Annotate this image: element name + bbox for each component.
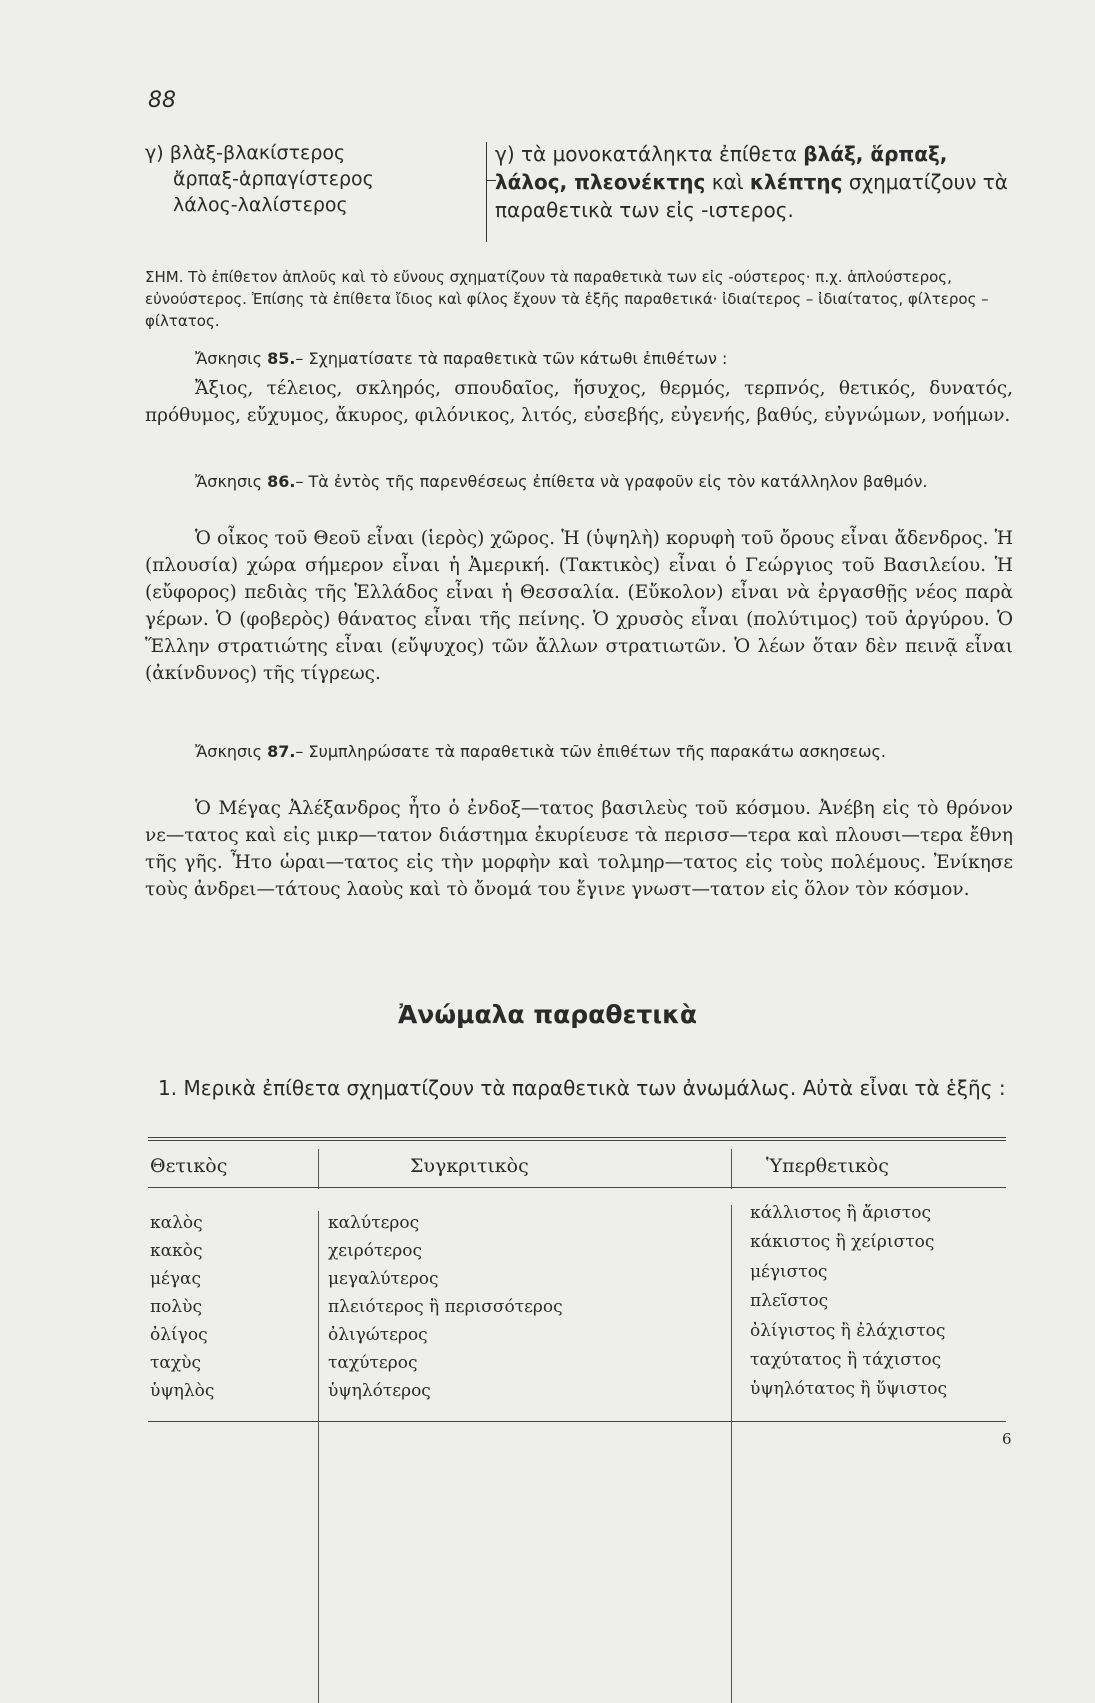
cell-superlative: μέγιστος: [750, 1262, 828, 1282]
table-divider: [318, 1211, 319, 1703]
exercise-86-body: Ὁ οἶκος τοῦ Θεοῦ εἶναι (ἱερὸς) χῶρος. Ἡ (ὑψηλὴ) κορυφὴ τοῦ ὄρους εἶναι ἄδενδρος. Ἡ (πλουσία) χώρα σήμερον εἶναι ἡ Ἀμερική. (Τακτικὸς) εἶναι ὁ Γεώργιος τοῦ Βασιλείου. Ἡ (εὔφορος) πεδιὰς τῆς Ἑλλάδος εἶναι ἡ Θεσσαλία. (Εὔκολον) εἶναι νὰ ἐργασθῇς νέος παρὰ γέρων. Ὁ (φοβερὸς) θάνατος εἶναι τῆς πείνης. Ὁ χρυσὸς εἶναι (πολύτιμος) τοῦ ἀργύρου. Ὁ Ἕλλην στρατιώτης εἶναι (εὔψυχος) τῶν ἄλλων στρατιωτῶν. Ὁ λέων ὅταν δὲν πεινᾷ εἶναι (ἀκίνδυνος) τῆς τίγρεως.: [145, 528, 1013, 684]
cell-superlative: πλεῖστος: [750, 1291, 829, 1311]
cell-positive: μέγας: [150, 1269, 202, 1289]
lead-example-line: ἄρπαξ-ἁρπαγίστερος: [173, 168, 374, 190]
table-top-rule: [148, 1137, 1006, 1138]
page-number: 88: [148, 88, 176, 113]
table-top-rule-2: [148, 1140, 1006, 1141]
exercise-86-heading: Ἄσκησις 86.– Τὰ ἐντὸς τῆς παρενθέσεως ἐπίθετα νὰ γραφοῦν εἰς τὸν κατάλληλον βαθμόν.: [195, 472, 928, 491]
header-superlative: Ὑπερθετικὸς: [766, 1155, 889, 1177]
cell-comparative: καλύτερος: [328, 1213, 420, 1233]
header-positive: Θετικὸς: [150, 1155, 228, 1177]
cell-positive: ὀλίγος: [150, 1325, 208, 1345]
header-comparative: Συγκριτικὸς: [410, 1155, 529, 1177]
cell-positive: καλὸς: [150, 1213, 203, 1233]
cell-superlative: κάκιστος ἢ χείριστος: [750, 1232, 935, 1252]
note-paragraph: ΣΗΜ. Τὸ ἐπίθετον ἁπλοῦς καὶ τὸ εὔνους σχηματίζουν τὰ παραθετικὰ των εἰς -ούστερος· π.χ. ἁπλούστερος, εὐνούστερος. Ἐπίσης τὰ ἐπίθετα ἴδιος καὶ φίλος ἔχουν τὰ ἑξῆς παραθετικά· ἰδιαίτερος – ἰδιαίτατος, φίλτερος – φίλτατος.: [145, 268, 989, 330]
cell-comparative: ὀλιγώτερος: [328, 1325, 428, 1345]
cell-superlative: ὀλίγιστος ἢ ἐλάχιστος: [750, 1321, 946, 1341]
intro-paragraph: 1. Μερικὰ ἐπίθετα σχηματίζουν τὰ παραθετικὰ των ἀνωμάλως. Αὐτὰ εἶναι τὰ ἑξῆς :: [158, 1076, 1006, 1100]
brace-divider: [478, 142, 487, 242]
exercise-87-heading: Ἄσκησις 87.– Συμπληρώσατε τὰ παραθετικὰ τῶν ἐπιθέτων τῆς παρακάτω ασκησεως.: [195, 742, 886, 761]
cell-comparative: ταχύτερος: [328, 1353, 418, 1373]
signature-mark: 6: [1002, 1430, 1012, 1448]
table-divider: [731, 1149, 732, 1189]
exercise-85-body: Ἄξιος, τέλειος, σκληρός, σπουδαῖος, ἥσυχος, θερμός, τερπνός, θετικός, δυνατός, πρόθυμος, εὔχυμος, ἄκυρος, φιλόνικος, λιτός, εὐσεβής, εὐγενής, βαθύς, εὐγνώμων, νοήμων.: [145, 378, 1013, 426]
lead-rule: γ) τὰ μονοκατάληκτα ἐπίθετα βλάξ, ἅρπαξ, λάλος, πλεονέκτης καὶ κλέπτης σχηματίζουν τὰ παραθετικὰ των εἰς -ιστερος.: [495, 142, 1008, 222]
cell-positive: ταχὺς: [150, 1353, 202, 1373]
cell-positive: ὑψηλὸς: [150, 1381, 215, 1401]
cell-positive: κακὸς: [150, 1241, 203, 1261]
lead-example-line: λάλος-λαλίστερος: [173, 194, 348, 216]
cell-positive: πολὺς: [150, 1297, 203, 1317]
cell-comparative: μεγαλύτερος: [328, 1269, 439, 1289]
table-bottom-rule: [148, 1421, 1006, 1422]
cell-superlative: κάλλιστος ἢ ἄριστος: [750, 1203, 931, 1223]
section-title: Ἀνώμαλα παραθετικὰ: [397, 1000, 698, 1029]
cell-superlative: ταχύτατος ἢ τάχιστος: [750, 1350, 942, 1370]
lead-example-line: γ) βλὰξ-βλακίστερος: [145, 142, 346, 164]
lead-examples: [145, 140, 374, 218]
table-divider: [318, 1149, 319, 1189]
exercise-85-heading: Ἄσκησις 85.– Σχηματίσατε τὰ παραθετικὰ τῶν κάτωθι ἐπιθέτων :: [195, 349, 728, 368]
exercise-87-body: Ὁ Μέγας Ἀλέξανδρος ἦτο ὁ ἐνδοξ—τατος βασιλεὺς τοῦ κόσμου. Ἀνέβη εἰς τὸ θρόνον νε—τατος καὶ εἰς μικρ—τατον διάστημα ἐκυρίευσε τὰ περισσ—τερα καὶ πλουσι—τερα ἔθνη τῆς γῆς. Ἦτο ὡραι—τατος εἰς τὴν μορφὴν καὶ τολμηρ—τατος εἰς τοὺς πολέμους. Ἐνίκησε τοὺς ἀνδρει—τάτους λαοὺς καὶ τὸ ὄνομά του ἔγινε γνωστ—τατον εἰς ὅλον τὸν κόσμον.: [145, 798, 1013, 900]
cell-comparative: ὑψηλότερος: [328, 1381, 431, 1401]
cell-comparative: χειρότερος: [328, 1241, 422, 1261]
cell-superlative: ὑψηλότατος ἢ ὕψιστος: [750, 1379, 947, 1399]
cell-comparative: πλειότερος ἢ περισσότερος: [328, 1297, 563, 1317]
table-header-rule: [148, 1187, 1006, 1188]
table-divider: [731, 1205, 732, 1703]
